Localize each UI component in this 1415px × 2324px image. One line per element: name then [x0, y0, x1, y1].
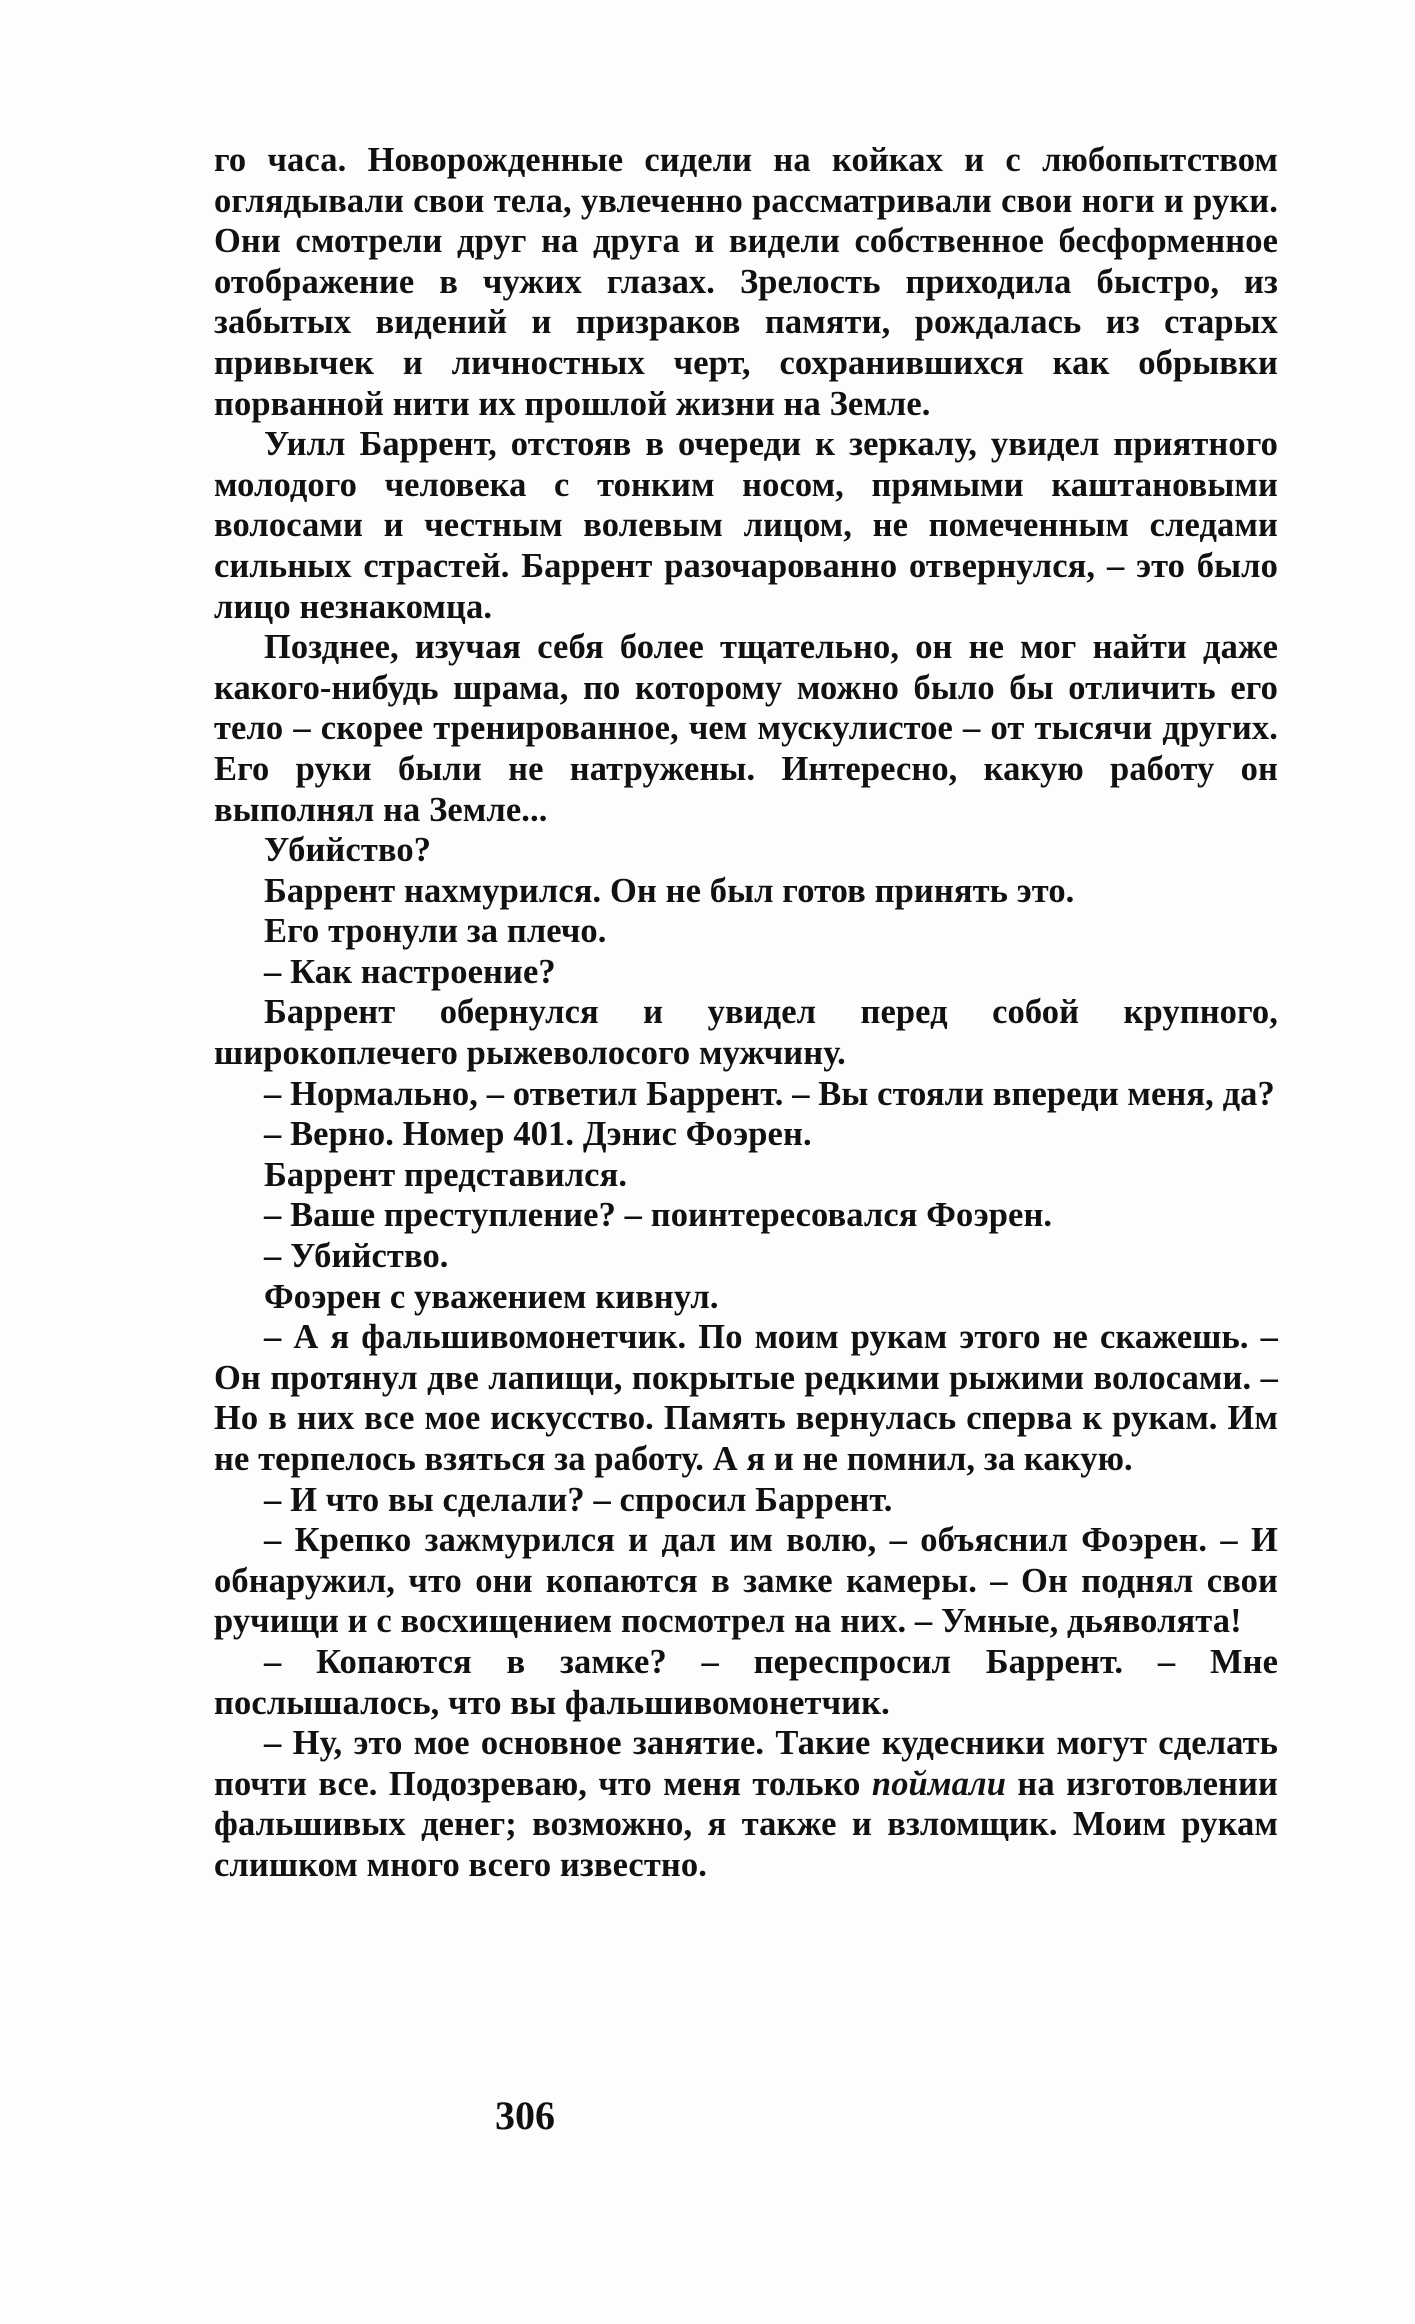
paragraph-19-end: на изготовлении фальшивых денег; возможно, я также и взломщик. Моим рукам слишком много всего известно.: [214, 1764, 1278, 1884]
paragraph-9: – Нормально, – ответил Баррент. – Вы стояли впереди меня, да?: [264, 1074, 1275, 1113]
paragraph-16: – И что вы сделали? – спросил Баррент.: [264, 1480, 893, 1519]
paragraph-6: Его тронули за плечо.: [264, 912, 607, 951]
paragraph-1: го часа. Новорожденные сидели на койках и с любопытством оглядывали свои тела, увлеченно рассматривали свои ноги и руки. Они смотрели друг на друга и видели собственное бесформенное отображение в чужих глазах. Зрелость приходила быстро, из забытых видений и призраков памяти, рождалась из старых привычек и личностных черт, сохранившихся как обрывки порванной нити их прошлой жизни на Земле.: [214, 141, 1278, 423]
paragraph-3: Позднее, изучая себя более тщательно, он не мог найти даже какого-нибудь шрама, по которому можно было бы отличить его тело – скорее тренированное, чем мускулистое – от тысячи других. Его руки были не натружены. Интересно, какую работу он выполнял на Земле...: [214, 628, 1278, 829]
paragraph-4: Убийство?: [264, 831, 432, 870]
paragraph-13: – Убийство.: [264, 1237, 449, 1276]
paragraph-11: Баррент представился.: [264, 1155, 628, 1194]
page-number: 306: [495, 2093, 555, 2138]
page-text: [214, 140, 1278, 1886]
paragraph-15: – А я фальшивомонетчик. По моим рукам этого не скажешь. – Он протянул две лапищи, покрытые редкими рыжими волосами. – Но в них все мое искусство. Память вернулась сперва к рукам. Им не терпелось взяться за работу. А я и не помнил, за какую.: [214, 1318, 1278, 1478]
paragraph-18: – Копаются в замке? – переспросил Баррент. – Мне послышалось, что вы фальшивомонетчик.: [214, 1642, 1278, 1722]
paragraph-2: Уилл Баррент, отстояв в очереди к зеркалу, увидел приятного молодого человека с тонким носом, прямыми каштановыми волосами и честным волевым лицом, не помеченным следами сильных страстей. Баррент разочарованно отвернулся, – это было лицо незнакомца.: [214, 425, 1278, 626]
paragraph-7: – Как настроение?: [264, 952, 556, 991]
paragraph-19: [214, 1723, 1278, 1885]
paragraph-8: Баррент обернулся и увидел перед собой крупного, широкоплечего рыжеволосого мужчину.: [214, 993, 1278, 1073]
paragraph-19-start: – Ну, это мое основное занятие. Такие кудесники могут сделать почти все. Подозреваю, что меня только: [214, 1724, 1278, 1803]
paragraph-17: – Крепко зажмурился и дал им волю, – объяснил Фоэрен. – И обнаружил, что они копаются в замке камеры. – Он поднял свои ручищи и с восхищением посмотрел на них. – Умные, дьяволята!: [214, 1521, 1278, 1641]
paragraph-12: – Ваше преступление? – поинтересовался Фоэрен.: [264, 1196, 1053, 1235]
paragraph-5: Баррент нахмурился. Он не был готов принять это.: [264, 871, 1075, 910]
emphasis-word: поймали: [871, 1764, 1007, 1803]
paragraph-10: – Верно. Номер 401. Дэнис Фоэрен.: [264, 1115, 812, 1154]
paragraph-14: Фоэрен с уважением кивнул.: [264, 1277, 719, 1316]
